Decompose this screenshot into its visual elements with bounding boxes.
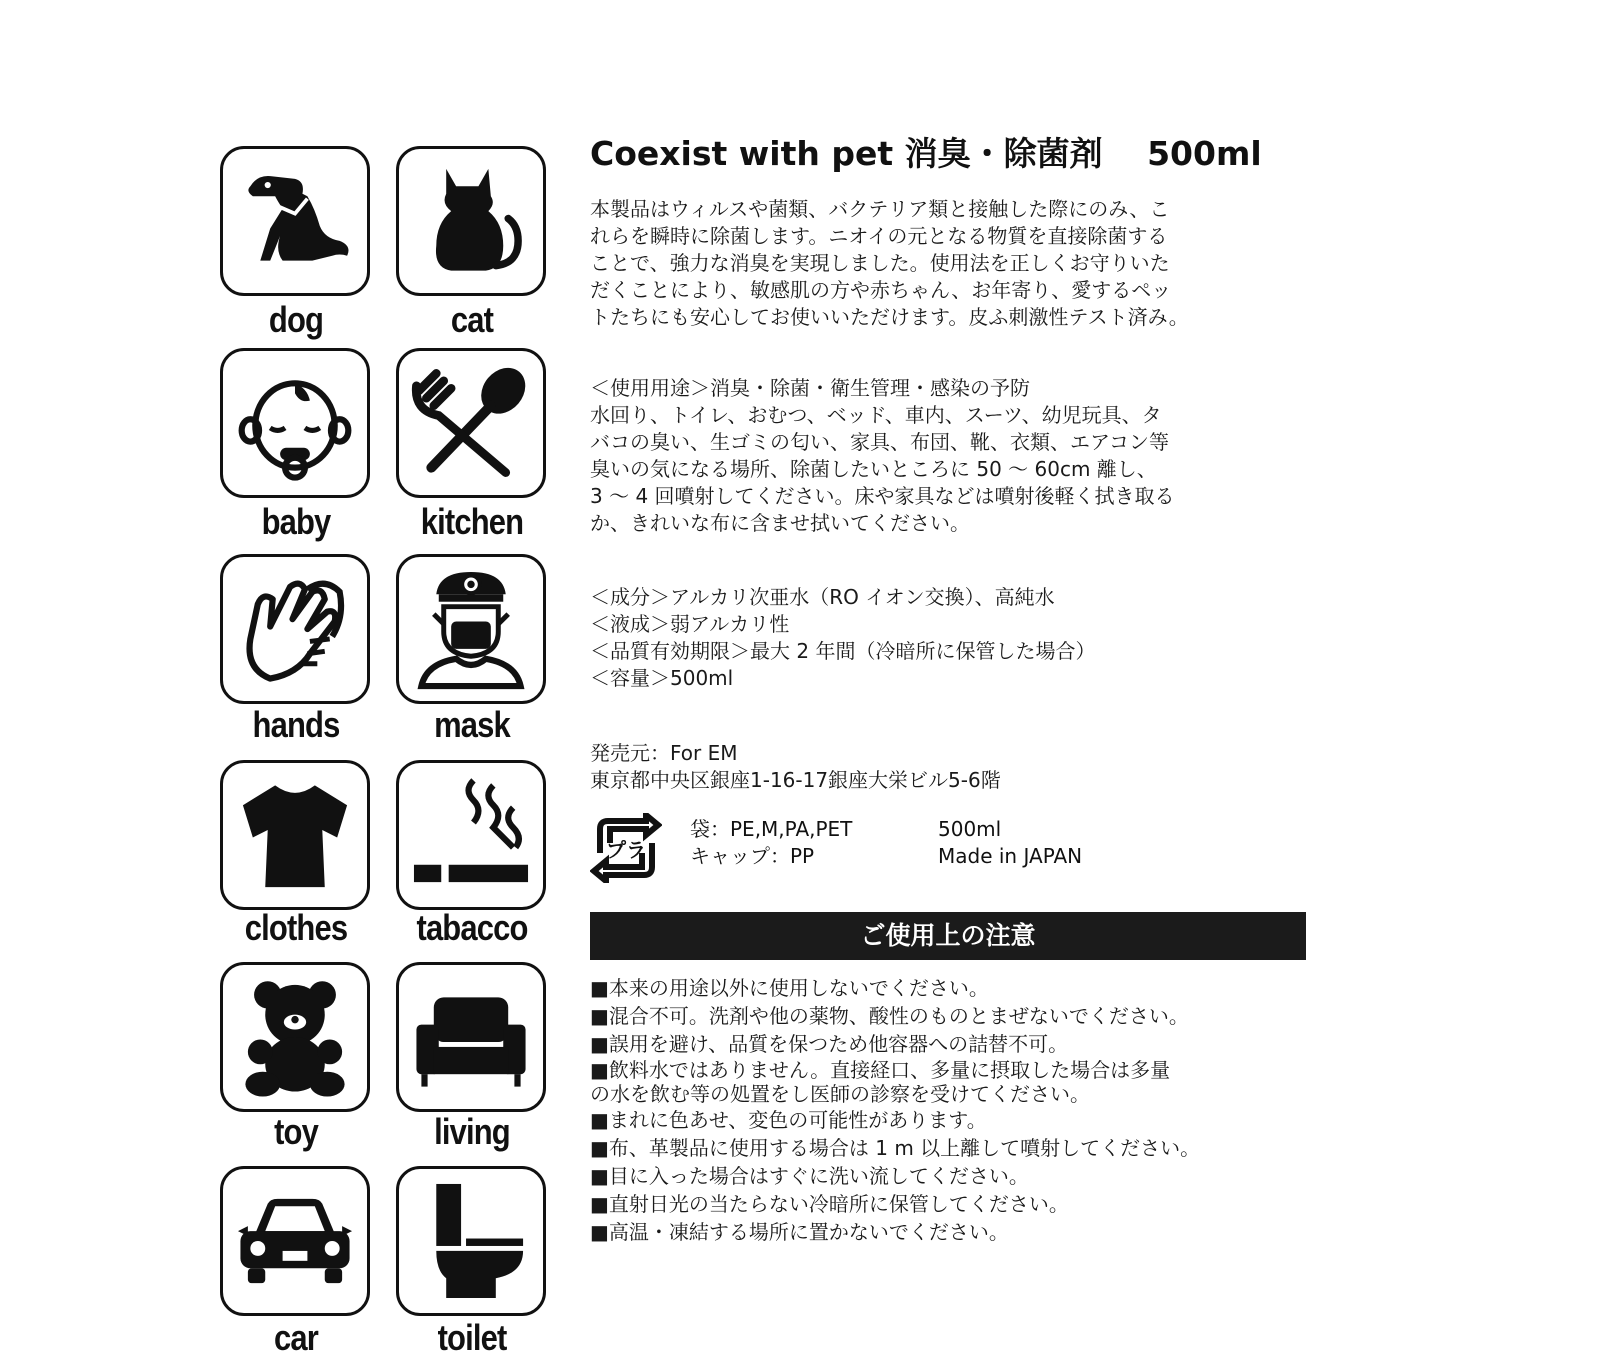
- fork-spoon-icon: [409, 361, 533, 485]
- cat-icon: [409, 159, 533, 283]
- product-title: Coexist with pet 消臭・除菌剤 500ml: [590, 134, 1262, 173]
- description-line: ことで、強力な消臭を実現しました。使用法を正しくお守りいた: [590, 251, 1170, 275]
- toilet-tile: [396, 1166, 546, 1316]
- baby-tile: [220, 348, 370, 498]
- icon-label-baby: baby: [261, 501, 331, 542]
- description-line: トたちにも安心してお使いいただけます。皮ふ刺激性テスト済み。: [590, 305, 1189, 329]
- icon-label-cat: cat: [450, 299, 494, 340]
- caution-item: の水を飲む等の処置をし医師の診察を受けてください。: [590, 1082, 1090, 1106]
- product-description: [590, 196, 1310, 331]
- toy-tile: [220, 962, 370, 1112]
- car-tile: [220, 1166, 370, 1316]
- caution-item: ■本来の用途以外に使用しないでください。: [590, 976, 989, 1000]
- seller-section: [590, 740, 1310, 794]
- kitchen-tile: [396, 348, 546, 498]
- caution-item: ■誤用を避け、品質を保つため他容器への詰替不可。: [590, 1032, 1069, 1056]
- sofa-icon: [409, 975, 533, 1099]
- icon-label-kitchen: kitchen: [420, 501, 524, 542]
- teddy-bear-icon: [233, 975, 357, 1099]
- caution-item: ■直射日光の当たらない冷暗所に保管してください。: [590, 1192, 1069, 1216]
- volume-origin: [938, 816, 1082, 870]
- usage-line: 臭いの気になる場所、除菌したいところに 50 ～ 60cm 離し、: [590, 457, 1157, 481]
- usage-section: [590, 375, 1310, 537]
- tabacco-tile: [396, 760, 546, 910]
- icon-label-tabacco: tabacco: [416, 907, 528, 948]
- material-labels: [690, 816, 852, 870]
- toilet-icon: [409, 1179, 533, 1303]
- description-line: れらを瞬時に除菌します。ニオイの元となる物質を直接除菌する: [590, 224, 1168, 248]
- plastic-recycle-icon: [590, 813, 662, 883]
- volume-text: 500ml: [938, 817, 1002, 841]
- icon-label-clothes: clothes: [244, 907, 348, 948]
- recycle-mark-text: プラ: [606, 838, 646, 862]
- caution-heading: ご使用上の注意: [590, 912, 1306, 960]
- spec-line: ＜液成＞弱アルカリ性: [590, 612, 790, 636]
- clothes-tile: [220, 760, 370, 910]
- specs-section: [590, 584, 1310, 692]
- caution-list: [590, 974, 1310, 1246]
- caution-item: ■高温・凍結する場所に置かないでください。: [590, 1220, 1009, 1244]
- baby-icon: [233, 361, 357, 485]
- icon-label-car: car: [274, 1317, 318, 1358]
- seller-line: 発売元：For EM: [590, 741, 738, 765]
- usage-line: 水回り、トイレ、おむつ、ベッド、車内、スーツ、幼児玩具、タ: [590, 403, 1162, 427]
- icon-label-toilet: toilet: [437, 1317, 507, 1358]
- hands-tile: [220, 554, 370, 704]
- cat-tile: [396, 146, 546, 296]
- caution-item: ■まれに色あせ、変色の可能性があります。: [590, 1108, 987, 1132]
- mask-tile: [396, 554, 546, 704]
- icon-label-toy: toy: [274, 1111, 318, 1152]
- usage-line: ＜使用用途＞消臭・除菌・衛生管理・感染の予防: [590, 376, 1030, 400]
- spec-line: ＜品質有効期限＞最大 2 年間（冷暗所に保管した場合）: [590, 639, 1096, 663]
- icon-label-mask: mask: [434, 704, 510, 745]
- mask-icon: [409, 567, 533, 691]
- description-line: だくことにより、敏感肌の方や赤ちゃん、お年寄り、愛するペッ: [590, 278, 1172, 302]
- icon-label-hands: hands: [252, 704, 340, 745]
- caution-item: ■飲料水ではありません。直接経口、多量に摂取した場合は多量: [590, 1058, 1171, 1082]
- caution-item: ■混合不可。洗剤や他の薬物、酸性のものとまぜないでください。: [590, 1004, 1189, 1028]
- usage-line: バコの臭い、生ゴミの匂い、家具、布団、靴、衣類、エアコン等: [590, 430, 1169, 454]
- spec-line: ＜容量＞500ml: [590, 666, 734, 690]
- icon-label-living: living: [434, 1111, 510, 1152]
- usage-line: 3 ～ 4 回噴射してください。床や家具などは噴射後軽く拭き取る: [590, 484, 1175, 508]
- living-tile: [396, 962, 546, 1112]
- seller-line: 東京都中央区銀座1-16-17銀座大栄ビル5-6階: [590, 768, 1001, 792]
- cigarette-smoke-icon: [409, 773, 533, 897]
- caution-item: ■目に入った場合はすぐに洗い流してください。: [590, 1164, 1029, 1188]
- caution-item: ■布、革製品に使用する場合は 1 m 以上離して噴射してください。: [590, 1136, 1201, 1160]
- description-line: 本製品はウィルスや菌類、バクテリア類と接触した際にのみ、こ: [590, 197, 1170, 221]
- hands-icon: [233, 567, 357, 691]
- usage-line: か、きれいな布に含ませ拭いてください。: [590, 511, 970, 535]
- tshirt-icon: [233, 773, 357, 897]
- dog-icon: [233, 159, 357, 283]
- material-bag: 袋：PE,M,PA,PET: [690, 817, 853, 841]
- origin-text: Made in JAPAN: [938, 844, 1083, 868]
- spec-line: ＜成分＞アルカリ次亜水（RO イオン交換）、高純水: [590, 585, 1055, 609]
- material-cap: キャップ：PP: [690, 844, 815, 868]
- car-icon: [233, 1179, 357, 1303]
- icon-label-dog: dog: [268, 299, 324, 340]
- dog-tile: [220, 146, 370, 296]
